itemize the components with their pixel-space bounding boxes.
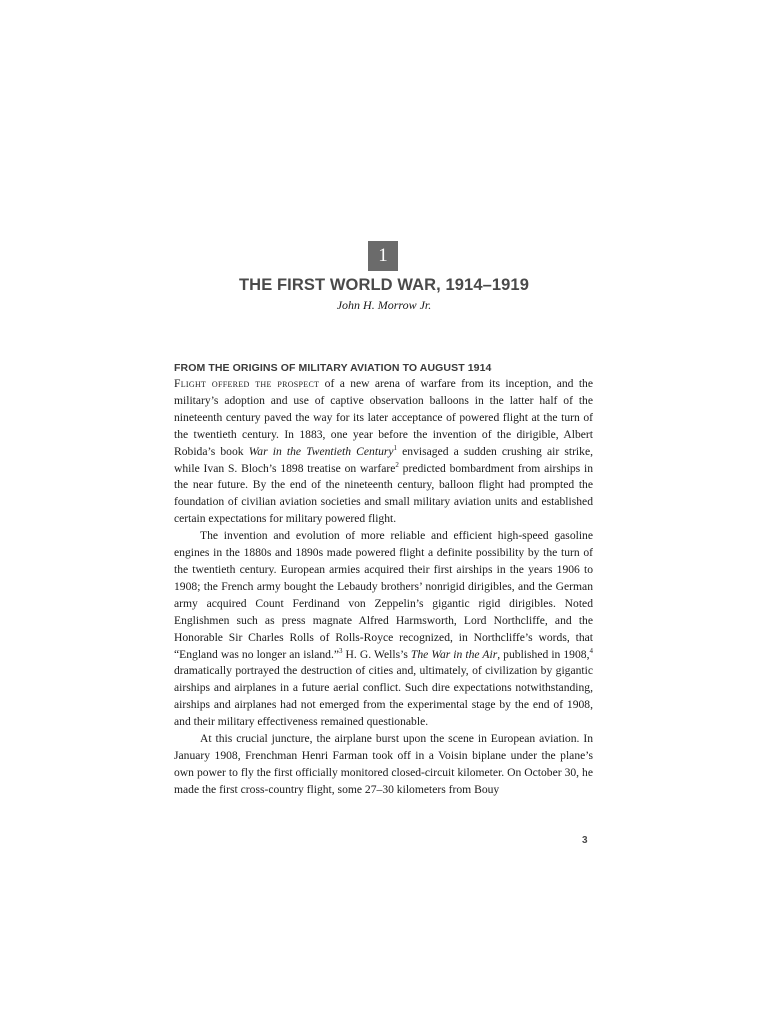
paragraph-3 <box>174 731 593 799</box>
paragraph-text: At this crucial juncture, the airplane burst upon the scene in European aviation. In January 1908, Frenchman Henri Farman took off in a Voisin biplane under the plane’s own power to fly the first officially monitored closed-circuit kilometer. On October 30, he made the first cross-country flight, some 27–30 kilometers from Bouy <box>174 732 593 796</box>
chapter-author: John H. Morrow Jr. <box>336 298 432 312</box>
book-title: War in the Twentieth Century <box>248 444 394 458</box>
paragraph-2 <box>174 528 593 731</box>
paragraph-text: predicted bombardment from airships in the near future. By the end of the nineteenth century, balloon flight had prompted the foundation of civilian aviation societies and small military aviation units and established certain expectations for military powered flight. <box>174 461 593 526</box>
book-title: The War in the Air <box>410 647 498 661</box>
chapter-number-badge: 1 <box>368 241 398 271</box>
chapter-title: THE FIRST WORLD WAR, 1914–1919 <box>239 276 529 294</box>
footnote-ref: 3 <box>339 646 343 655</box>
paragraph-text: envisaged a sudden crushing air strike, while Ivan S. Bloch’s 1898 treatise on warfare <box>174 444 593 475</box>
paragraph-text: , published in 1908, <box>497 647 590 661</box>
footnote-ref: 1 <box>393 443 398 452</box>
body-text <box>174 376 593 799</box>
paragraph-text: H. G. Wells’s <box>342 647 411 661</box>
footnote-ref: 2 <box>395 460 399 469</box>
footnote-ref: 4 <box>589 646 593 655</box>
section-heading: FROM THE ORIGINS OF MILITARY AVIATION TO AUGUST 1914 <box>174 362 492 374</box>
paragraph-text: dramatically portrayed the destruction of cities and, ultimately, of civilization by gigantic airships and airplanes in a future aerial conflict. Such dire expectations notwithstanding, airships and airplanes had not emerged from the experimental stage by the end of 1908, and their military effectiveness remained questionable. <box>174 664 593 729</box>
paragraph-text: of a new arena of warfare from its inception, and the military’s adoption and use of captive observation balloons in the latter half of the nineteenth century paved the way for its later acceptance of powered flight at the turn of the twentieth century. In 1883, one year before the invention of the dirigible, Albert Robida’s book <box>174 377 593 458</box>
paragraph-lead-in: Flight offered the prospect <box>174 377 320 390</box>
page-number: 3 <box>582 835 588 846</box>
paragraph-text: The invention and evolution of more reliable and efficient high-speed gasoline engines in the 1880s and 1890s made powered flight a definite possibility by the turn of the twentieth century. European armies acquired their first airships in the years 1906 to 1908; the French army bought the Lebaudy brothers’ nonrigid dirigibles, and the German army acquired Count Ferdinand von Zeppelin’s gigantic rigid dirigibles. Noted Englishmen such as press magnate Alfred Harmsworth, Lord Northcliffe, and the Honorable Sir Charles Rolls of Rolls-Royce recognized, in Northcliffe’s words, that “England was no longer an island.” <box>174 529 593 661</box>
paragraph-1 <box>174 376 593 528</box>
